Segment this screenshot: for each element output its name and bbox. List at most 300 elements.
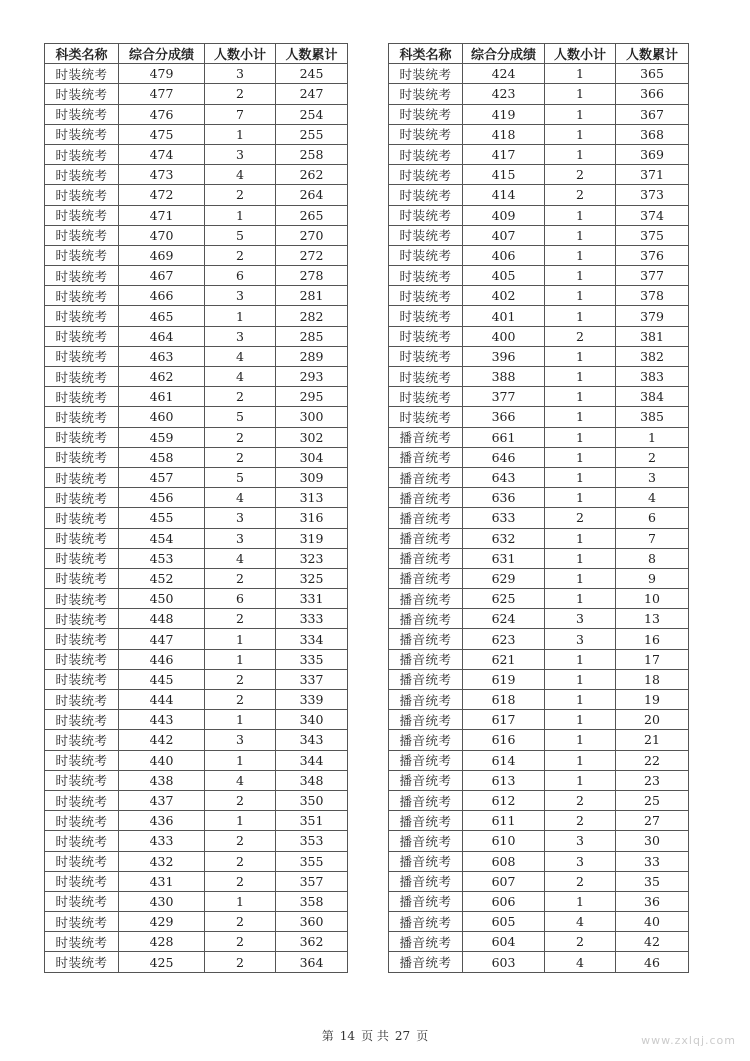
cell-category: 时装统考 [389, 245, 463, 265]
cell-count: 4 [205, 346, 276, 366]
cell-score: 455 [119, 508, 205, 528]
cell-score: 617 [463, 710, 545, 730]
cell-count: 2 [205, 871, 276, 891]
header-category: 科类名称 [45, 44, 119, 64]
cell-cumulative: 313 [276, 488, 348, 508]
cell-cumulative: 357 [276, 871, 348, 891]
cell-category: 播音统考 [389, 770, 463, 790]
cell-category: 时装统考 [45, 144, 119, 164]
cell-category: 时装统考 [389, 346, 463, 366]
cell-count: 2 [205, 447, 276, 467]
cell-score: 466 [119, 286, 205, 306]
cell-count: 1 [545, 367, 616, 387]
cell-cumulative: 22 [616, 750, 689, 770]
cell-category: 时装统考 [389, 326, 463, 346]
table-row [45, 367, 348, 387]
table-row [45, 811, 348, 831]
table-row [45, 124, 348, 144]
table-row [45, 185, 348, 205]
cell-count: 1 [545, 750, 616, 770]
footer-mid: 页 共 [361, 1029, 389, 1043]
cell-cumulative: 302 [276, 427, 348, 447]
table-row [389, 104, 689, 124]
cell-category: 时装统考 [45, 609, 119, 629]
table-row [389, 306, 689, 326]
cell-score: 438 [119, 770, 205, 790]
cell-category: 时装统考 [45, 467, 119, 487]
cell-category: 播音统考 [389, 508, 463, 528]
cell-score: 457 [119, 467, 205, 487]
table-row [45, 629, 348, 649]
cell-score: 643 [463, 467, 545, 487]
cell-cumulative: 7 [616, 528, 689, 548]
cell-score: 418 [463, 124, 545, 144]
table-row [389, 205, 689, 225]
cell-score: 462 [119, 367, 205, 387]
cell-count: 3 [545, 831, 616, 851]
cell-cumulative: 351 [276, 811, 348, 831]
cell-score: 453 [119, 548, 205, 568]
cell-category: 时装统考 [45, 508, 119, 528]
cell-count: 1 [545, 427, 616, 447]
table-row [389, 811, 689, 831]
cell-score: 625 [463, 589, 545, 609]
cell-count: 1 [205, 205, 276, 225]
cell-score: 614 [463, 750, 545, 770]
cell-category: 时装统考 [45, 326, 119, 346]
cell-count: 1 [545, 245, 616, 265]
table-row [389, 245, 689, 265]
cell-category: 播音统考 [389, 528, 463, 548]
cell-score: 402 [463, 286, 545, 306]
table-row [389, 407, 689, 427]
cell-category: 时装统考 [45, 286, 119, 306]
cell-category: 播音统考 [389, 750, 463, 770]
cell-score: 623 [463, 629, 545, 649]
cell-count: 1 [205, 750, 276, 770]
cell-cumulative: 384 [616, 387, 689, 407]
cell-cumulative: 255 [276, 124, 348, 144]
table-row [45, 891, 348, 911]
cell-cumulative: 364 [276, 952, 348, 972]
cell-cumulative: 371 [616, 165, 689, 185]
cell-category: 时装统考 [45, 790, 119, 810]
cell-count: 1 [545, 84, 616, 104]
cell-score: 419 [463, 104, 545, 124]
cell-count: 3 [205, 144, 276, 164]
cell-category: 时装统考 [389, 185, 463, 205]
cell-category: 播音统考 [389, 548, 463, 568]
cell-score: 471 [119, 205, 205, 225]
cell-count: 2 [205, 185, 276, 205]
score-table-right [388, 43, 689, 973]
cell-category: 时装统考 [45, 225, 119, 245]
table-row [45, 407, 348, 427]
table-row [389, 750, 689, 770]
cell-cumulative: 381 [616, 326, 689, 346]
cell-category: 时装统考 [389, 367, 463, 387]
cell-count: 2 [205, 609, 276, 629]
cell-score: 618 [463, 690, 545, 710]
cell-count: 6 [205, 589, 276, 609]
cell-cumulative: 378 [616, 286, 689, 306]
cell-count: 3 [205, 730, 276, 750]
table-row [45, 286, 348, 306]
cell-count: 4 [205, 367, 276, 387]
cell-count: 1 [545, 891, 616, 911]
table-row [389, 690, 689, 710]
table-row [389, 488, 689, 508]
cell-category: 播音统考 [389, 690, 463, 710]
cell-score: 629 [463, 568, 545, 588]
table-row [45, 831, 348, 851]
cell-count: 1 [545, 225, 616, 245]
table-row [389, 286, 689, 306]
cell-score: 423 [463, 84, 545, 104]
cell-count: 1 [545, 770, 616, 790]
cell-cumulative: 377 [616, 266, 689, 286]
header-score: 综合分成绩 [463, 44, 545, 64]
cell-count: 2 [205, 932, 276, 952]
table-row [389, 387, 689, 407]
cell-cumulative: 4 [616, 488, 689, 508]
cell-cumulative: 323 [276, 548, 348, 568]
cell-score: 409 [463, 205, 545, 225]
cell-cumulative: 304 [276, 447, 348, 467]
cell-category: 时装统考 [45, 568, 119, 588]
cell-count: 5 [205, 225, 276, 245]
cell-cumulative: 35 [616, 871, 689, 891]
cell-count: 3 [545, 851, 616, 871]
cell-cumulative: 300 [276, 407, 348, 427]
cell-cumulative: 33 [616, 851, 689, 871]
cell-score: 445 [119, 669, 205, 689]
cell-category: 时装统考 [45, 245, 119, 265]
cell-count: 3 [205, 528, 276, 548]
table-row [389, 851, 689, 871]
cell-score: 472 [119, 185, 205, 205]
cell-score: 470 [119, 225, 205, 245]
table-row [389, 528, 689, 548]
cell-count: 4 [205, 165, 276, 185]
cell-category: 时装统考 [389, 144, 463, 164]
table-row [45, 528, 348, 548]
cell-score: 467 [119, 266, 205, 286]
cell-score: 458 [119, 447, 205, 467]
cell-category: 时装统考 [389, 266, 463, 286]
table-row [45, 144, 348, 164]
cell-cumulative: 30 [616, 831, 689, 851]
table-row [389, 790, 689, 810]
table-row [389, 165, 689, 185]
table-row [389, 871, 689, 891]
cell-cumulative: 325 [276, 568, 348, 588]
cell-cumulative: 373 [616, 185, 689, 205]
cell-category: 时装统考 [45, 427, 119, 447]
cell-cumulative: 350 [276, 790, 348, 810]
cell-cumulative: 278 [276, 266, 348, 286]
cell-category: 播音统考 [389, 447, 463, 467]
cell-cumulative: 23 [616, 770, 689, 790]
cell-cumulative: 335 [276, 649, 348, 669]
cell-category: 播音统考 [389, 710, 463, 730]
cell-score: 414 [463, 185, 545, 205]
cell-count: 2 [545, 326, 616, 346]
table-row [45, 790, 348, 810]
cell-cumulative: 360 [276, 912, 348, 932]
cell-score: 442 [119, 730, 205, 750]
cell-cumulative: 42 [616, 932, 689, 952]
table-row [389, 589, 689, 609]
table-row [45, 84, 348, 104]
cell-category: 播音统考 [389, 831, 463, 851]
cell-category: 时装统考 [45, 488, 119, 508]
cell-score: 432 [119, 851, 205, 871]
cell-score: 661 [463, 427, 545, 447]
table-header-row [389, 44, 689, 64]
cell-count: 1 [545, 124, 616, 144]
table-row [389, 467, 689, 487]
cell-category: 时装统考 [389, 124, 463, 144]
cell-count: 1 [545, 568, 616, 588]
cell-count: 1 [205, 710, 276, 730]
table-row [45, 467, 348, 487]
cell-cumulative: 9 [616, 568, 689, 588]
cell-score: 603 [463, 952, 545, 972]
cell-score: 469 [119, 245, 205, 265]
cell-score: 428 [119, 932, 205, 952]
table-header-row [45, 44, 348, 64]
page-footer [0, 1027, 750, 1044]
cell-category: 播音统考 [389, 912, 463, 932]
footer-total-pages: 27 [394, 1029, 411, 1043]
cell-score: 424 [463, 64, 545, 84]
cell-count: 7 [205, 104, 276, 124]
cell-category: 播音统考 [389, 629, 463, 649]
table-row [389, 730, 689, 750]
cell-cumulative: 353 [276, 831, 348, 851]
cell-category: 时装统考 [45, 589, 119, 609]
cell-count: 1 [545, 710, 616, 730]
cell-count: 2 [205, 851, 276, 871]
cell-cumulative: 379 [616, 306, 689, 326]
cell-cumulative: 281 [276, 286, 348, 306]
table-row [389, 568, 689, 588]
cell-count: 2 [205, 952, 276, 972]
cell-category: 时装统考 [45, 165, 119, 185]
cell-category: 时装统考 [389, 165, 463, 185]
table-row [45, 589, 348, 609]
cell-category: 播音统考 [389, 488, 463, 508]
cell-category: 时装统考 [45, 891, 119, 911]
cell-score: 477 [119, 84, 205, 104]
cell-score: 456 [119, 488, 205, 508]
cell-score: 604 [463, 932, 545, 952]
cell-cumulative: 265 [276, 205, 348, 225]
cell-cumulative: 270 [276, 225, 348, 245]
cell-category: 播音统考 [389, 891, 463, 911]
table-row [45, 871, 348, 891]
cell-category: 播音统考 [389, 467, 463, 487]
cell-category: 播音统考 [389, 871, 463, 891]
cell-count: 2 [545, 932, 616, 952]
cell-cumulative: 17 [616, 649, 689, 669]
cell-score: 405 [463, 266, 545, 286]
cell-count: 1 [545, 589, 616, 609]
cell-count: 2 [545, 508, 616, 528]
score-table-left [44, 43, 348, 973]
table-row [389, 710, 689, 730]
cell-cumulative: 13 [616, 609, 689, 629]
cell-score: 475 [119, 124, 205, 144]
cell-score: 633 [463, 508, 545, 528]
cell-category: 时装统考 [45, 932, 119, 952]
cell-category: 时装统考 [45, 64, 119, 84]
cell-count: 1 [545, 690, 616, 710]
cell-score: 463 [119, 346, 205, 366]
table-row [45, 770, 348, 790]
table-row [389, 124, 689, 144]
cell-cumulative: 383 [616, 367, 689, 387]
cell-category: 时装统考 [45, 104, 119, 124]
table-row [45, 912, 348, 932]
cell-count: 3 [205, 64, 276, 84]
cell-score: 454 [119, 528, 205, 548]
cell-category: 时装统考 [45, 851, 119, 871]
cell-score: 396 [463, 346, 545, 366]
cell-count: 1 [205, 629, 276, 649]
header-cumulative: 人数累计 [276, 44, 348, 64]
table-row [389, 649, 689, 669]
cell-score: 448 [119, 609, 205, 629]
cell-cumulative: 19 [616, 690, 689, 710]
cell-category: 播音统考 [389, 790, 463, 810]
cell-count: 4 [545, 912, 616, 932]
cell-score: 452 [119, 568, 205, 588]
cell-category: 播音统考 [389, 427, 463, 447]
cell-score: 444 [119, 690, 205, 710]
cell-cumulative: 2 [616, 447, 689, 467]
cell-count: 5 [205, 407, 276, 427]
cell-category: 时装统考 [45, 669, 119, 689]
cell-category: 时装统考 [45, 629, 119, 649]
cell-score: 431 [119, 871, 205, 891]
cell-cumulative: 282 [276, 306, 348, 326]
cell-count: 2 [205, 84, 276, 104]
cell-count: 2 [545, 165, 616, 185]
table-row [389, 548, 689, 568]
header-count: 人数小计 [205, 44, 276, 64]
cell-score: 450 [119, 589, 205, 609]
table-row [45, 932, 348, 952]
table-row [389, 346, 689, 366]
cell-cumulative: 309 [276, 467, 348, 487]
cell-count: 3 [205, 326, 276, 346]
cell-count: 2 [545, 871, 616, 891]
footer-prefix: 第 [321, 1029, 334, 1043]
cell-category: 播音统考 [389, 730, 463, 750]
cell-cumulative: 344 [276, 750, 348, 770]
cell-cumulative: 245 [276, 64, 348, 84]
cell-count: 1 [545, 730, 616, 750]
cell-category: 时装统考 [45, 710, 119, 730]
cell-count: 3 [545, 609, 616, 629]
cell-category: 时装统考 [389, 104, 463, 124]
cell-score: 636 [463, 488, 545, 508]
cell-score: 437 [119, 790, 205, 810]
cell-score: 400 [463, 326, 545, 346]
cell-category: 时装统考 [45, 871, 119, 891]
cell-cumulative: 18 [616, 669, 689, 689]
cell-count: 1 [545, 205, 616, 225]
cell-cumulative: 3 [616, 467, 689, 487]
cell-cumulative: 368 [616, 124, 689, 144]
cell-count: 2 [205, 690, 276, 710]
cell-cumulative: 362 [276, 932, 348, 952]
cell-cumulative: 262 [276, 165, 348, 185]
cell-category: 时装统考 [45, 770, 119, 790]
cell-cumulative: 21 [616, 730, 689, 750]
cell-score: 606 [463, 891, 545, 911]
table-row [389, 185, 689, 205]
table-row [389, 831, 689, 851]
cell-score: 430 [119, 891, 205, 911]
cell-cumulative: 285 [276, 326, 348, 346]
table-row [45, 387, 348, 407]
table-body-left [45, 64, 348, 972]
table-row [389, 669, 689, 689]
cell-cumulative: 343 [276, 730, 348, 750]
cell-score: 443 [119, 710, 205, 730]
cell-category: 播音统考 [389, 952, 463, 972]
cell-count: 2 [205, 245, 276, 265]
table-row [45, 649, 348, 669]
cell-count: 1 [545, 447, 616, 467]
cell-category: 时装统考 [45, 952, 119, 972]
cell-count: 1 [545, 104, 616, 124]
cell-category: 时装统考 [45, 912, 119, 932]
cell-score: 407 [463, 225, 545, 245]
cell-score: 446 [119, 649, 205, 669]
cell-category: 时装统考 [45, 185, 119, 205]
table-row [45, 205, 348, 225]
cell-count: 1 [545, 488, 616, 508]
table-row [389, 84, 689, 104]
table-body-right [389, 64, 689, 972]
cell-cumulative: 339 [276, 690, 348, 710]
table-row [45, 609, 348, 629]
cell-cumulative: 369 [616, 144, 689, 164]
cell-score: 440 [119, 750, 205, 770]
cell-category: 播音统考 [389, 609, 463, 629]
cell-score: 473 [119, 165, 205, 185]
cell-cumulative: 20 [616, 710, 689, 730]
cell-score: 611 [463, 811, 545, 831]
table-row [389, 64, 689, 84]
cell-score: 474 [119, 144, 205, 164]
header-cumulative: 人数累计 [616, 44, 689, 64]
cell-count: 2 [205, 790, 276, 810]
footer-suffix: 页 [416, 1029, 429, 1043]
cell-score: 460 [119, 407, 205, 427]
cell-cumulative: 40 [616, 912, 689, 932]
cell-category: 播音统考 [389, 589, 463, 609]
cell-count: 1 [545, 64, 616, 84]
cell-category: 时装统考 [389, 64, 463, 84]
cell-cumulative: 355 [276, 851, 348, 871]
cell-cumulative: 16 [616, 629, 689, 649]
cell-score: 605 [463, 912, 545, 932]
